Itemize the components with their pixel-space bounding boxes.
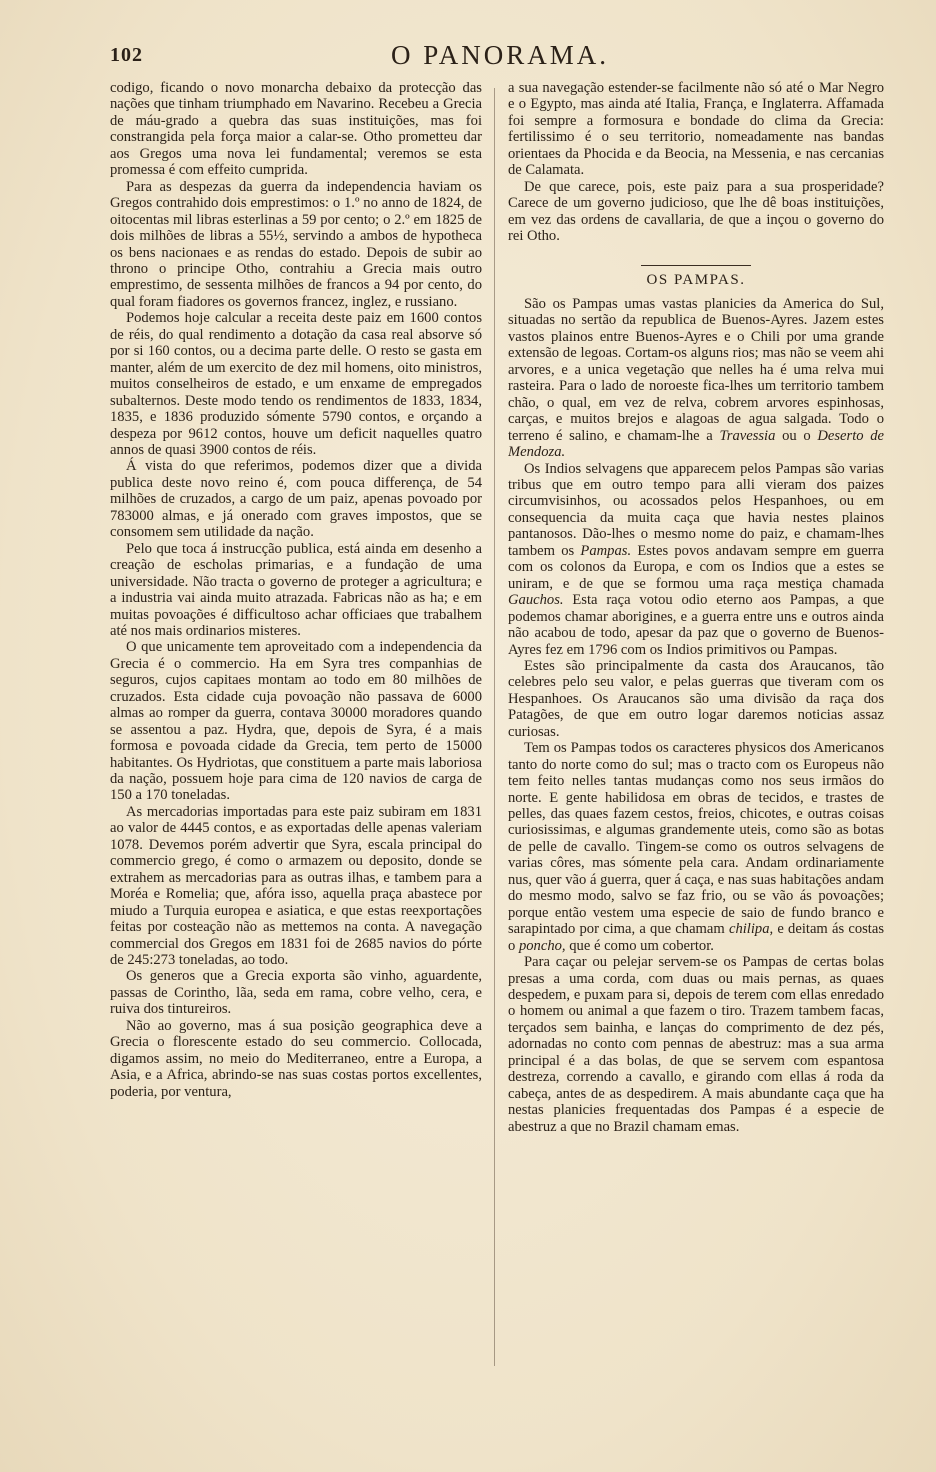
paragraph: De que carece, pois, este paiz para a sua prosperidade? Carece de um governo judicioso, que lhe dê boas instituições, em vez das ordens de cavallaria, de que a inçou o governo do rei Otho. bbox=[508, 178, 884, 245]
journal-title: O PANORAMA. bbox=[390, 40, 610, 70]
paragraph: a sua navegação estender-se facilmente não só até o Mar Negro e o Egypto, mas ainda até Italia, França, e Inglaterra. Affamada foi sempre a formosura e bondade do clima da Grecia: fertilissimo é o seu territorio, nomeadamente nas bandas orientaes da Phocida e da Beocia, na Messenia, e nas cercanias de Calamata. bbox=[508, 80, 884, 179]
column-divider bbox=[494, 88, 495, 1366]
left-column bbox=[110, 80, 482, 1365]
italic-term: Pampas. bbox=[580, 542, 632, 559]
text-run: Tem os Pampas todos os caracteres physicos dos Americanos tanto do norte como do sul; mas o tracto com os Europeus não tem feito nelles tantas mudanças como nos seus irmãos do norte. E gente habilidosa em obras de tecidos, e trastes de pelles, das quaes fazem cestos, freios, chicotes, e outras coisas curiosissimas, e algumas grandemente uteis, como são as botas de pelle de cavallo. Tingem-se como os outros selvagens de varias côres, mas sómente pela cara. Andam ordinariamente nus, quer vão á guerra, quer á caça, e nas suas habitações andam do mesmo modo, salvo se faz frio, ou se vão ás povoações; porque então vestem uma especie de saio de fundo branco e sarapintado por cima, a que chamam bbox=[508, 740, 884, 938]
paragraph bbox=[508, 296, 884, 461]
paragraph: Não ao governo, mas á sua posição geographica deve a Grecia o florescente estado do seu commercio. Collocada, digamos assim, no meio do Mediterraneo, entre a Europa, a Asia, e a Africa, abrindo-se nas suas costas portos excellentes, poderia, por ventura, bbox=[110, 1017, 482, 1100]
paragraph: Podemos hoje calcular a receita deste paiz em 1600 contos de réis, do qual rendimento a dotação da casa real absorve só por si 160 contos, ou a decima parte delle. O resto se gasta em manter, além de um exercito de dez mil homens, oito ministros, muitos conselheiros de estado, e um enxame de empregados subalternos. Deste modo tendo os rendimentos de 1833, 1834, 1835, e 1836 produzido sómente 5790 contos, e orçando a despeza por 9612 contos, houve um deficit naquelles quatro annos de quasi 3900 contos de réis. bbox=[110, 310, 482, 458]
paragraph bbox=[508, 740, 884, 954]
section-divider bbox=[641, 265, 751, 266]
section-title: OS PAMPAS. bbox=[646, 271, 746, 288]
italic-term: Deserto de Mendoza. bbox=[508, 427, 884, 461]
paragraph: Pelo que toca á instrucção publica, está ainda em desenho a creação de escholas primarias, e a fundação de uma universidade. Não tracta o governo de proteger a agricultura; e a industria vai ainda muito atrazada. Fabricas não as ha; e em muitas povoações é difficultoso achar officiaes que trabalhem até nos mais ordinarios misteres. bbox=[110, 540, 482, 639]
text-run: Os Indios selvagens que apparecem pelos Pampas são varias tribus que em outro tempo para alli vieram dos paizes circumvisinhos, ou acossados pelos Hespanhoes, ou em consequencia da muita caça que havia nestes plainos pantanosos. Dão-lhes o mesmo nome do paiz, e chamam-lhes tambem os bbox=[508, 460, 884, 559]
paragraph: Os generos que a Grecia exporta são vinho, aguardente, passas de Corintho, lãa, seda em rama, cobre velho, cera, e ruiva dos tintureiros. bbox=[110, 968, 482, 1018]
right-column bbox=[508, 80, 884, 1365]
page-header bbox=[110, 40, 890, 80]
paragraph: Para as despezas da guerra da independencia haviam os Gregos contrahido dois emprestimos: o 1.º no anno de 1824, de oitocentas mil libras esterlinas a 59 por cento; o 2.º em 1825 de dois milhões de libras a 55½, servindo a ambos de hypotheca os bens nacionaes e as rendas do estado. Depois de subir ao throno o principe Otho, contrahiu a Grecia mais outro emprestimo, de sessenta milhões de francos a 94 por cento, do qual foram fiadores os governos francez, inglez, e russiano. bbox=[110, 178, 482, 310]
italic-term: Gauchos. bbox=[508, 592, 564, 609]
text-run: Estes povos andavam sempre em guerra com os colonos da Europa, e com os Indios que a estes se uniram, e de que se formou uma raça mestiça chamada bbox=[508, 542, 884, 592]
text-run: e deitam ás costas o bbox=[508, 921, 884, 954]
italic-term: chilipa, bbox=[728, 921, 774, 938]
paragraph: codigo, ficando o novo monarcha debaixo da protecção das nações que tinham triumphado em Navarino. Recebeu a Grecia de máu-grado a quebra das suas instituições, mas foi constrangida pela força maior a calar-se. Otho prometteu dar aos Gregos uma nova lei fundamental; veremos se esta promessa é com effeito cumprida. bbox=[110, 80, 482, 179]
text-run: ou o bbox=[782, 427, 811, 444]
page-number: 102 bbox=[110, 44, 143, 66]
paragraph: Para caçar ou pelejar servem-se os Pampas de certas bolas presas a uma corda, com duas ou mais pernas, as quaes despedem, e puxam para si, depois de terem com ellas enredado o homem ou animal a que fazem o tiro. Trazem tambem facas, terçados sem bainha, e lanças do comprimento de dez pés, adornadas no conto com pennas de abestruz: mas a sua arma principal é a das bolas, de que se servem com espantosa destreza, correndo a cavallo, e girando com ellas á roda da cabeça, antes de as despedirem. A mais abundante caça que ha nestas planicies frequentadas dos Pampas é a especie de abestruz a que no Brazil chamam emas. bbox=[508, 954, 884, 1135]
paragraph: Á vista do que referimos, podemos dizer que a divida publica deste novo reino é, com pouca differença, de 54 milhões de cruzados, a cargo de um paiz, apenas povoado por 783000 almas, e já onerado com graves impostos, que se consomem sem utilidade da nação. bbox=[110, 458, 482, 541]
text-run: Esta raça votou odio eterno aos Pampas, a que podemos chamar aborigines, e a guerra entre uns e outros ainda não acabou de todo, apesar da paz que o governo de Buenos-Ayres fez em 1796 com os Indios primitivos ou Pampas. bbox=[508, 592, 884, 658]
paragraph: Estes são principalmente da casta dos Araucanos, tão celebres pelo seu valor, e pelas guerras que tiveram com os Hespanhoes. Os Araucanos são uma divisão da raça dos Patagões, de que em outro logar daremos noticias assaz curiosas. bbox=[508, 657, 884, 740]
text-run: que é como um cobertor. bbox=[569, 937, 714, 954]
paragraph bbox=[508, 461, 884, 658]
text-run: São os Pampas umas vastas planicies da America do Sul, situadas no sertão da republica de Buenos-Ayres. Jazem estes vastos plainos entre Buenos-Ayres e o Chili por uma grande extensão de legoas. Cortam-os alguns rios; mas não se veem ahi arvores, e a unica vegetação que nelles ha é uma relva mui rasteira. Para o lado de noroeste fica-lhes um territorio tambem chão, o qual, em vez de relva, cobrem arvores espinhosas, carças, e muitos brejos e alagoas de agua salgada. Todo o terreno é salino, e chamam-lhe a bbox=[508, 295, 884, 444]
paragraph: As mercadorias importadas para este paiz subiram em 1831 ao valor de 4445 contos, e as exportadas delle apenas valeriam 1078. Devemos porém advertir que Syra, escala principal do commercio grego, é como o armazem ou deposito, donde se extrahem as mercadorias para as outras ilhas, e tambem para a Moréa e Romelia; que, afóra isso, aquella praça abastece por miudo a Turquia europea e asiatica, e que estas reexportações feitas por costeação não as mettemos na conta. A navegação commercial dos Gregos em 1831 foi de 2685 navios do pórte de 245:273 toneladas, ao todo. bbox=[110, 803, 482, 969]
paragraph: O que unicamente tem aproveitado com a independencia da Grecia é o commercio. Ha em Syra tres companhias de seguros, cujos capitaes montam ao todo em 80 milhões de cruzados. Esta cidade cuja povoação não passava de 6000 almas ao romper da guerra, contava 30000 moradores quando se assentou a paz. Hydra, que, depois de Syra, é a mais formosa e povoada cidade da Grecia, tem perto de 15000 habitantes. Os Hydriotas, que constituem a parte mais laboriosa da nação, possuem hoje para cima de 120 navios de carga de 150 a 170 toneladas. bbox=[110, 639, 482, 804]
italic-term: poncho, bbox=[518, 937, 566, 954]
italic-term: Travessia bbox=[719, 427, 776, 444]
